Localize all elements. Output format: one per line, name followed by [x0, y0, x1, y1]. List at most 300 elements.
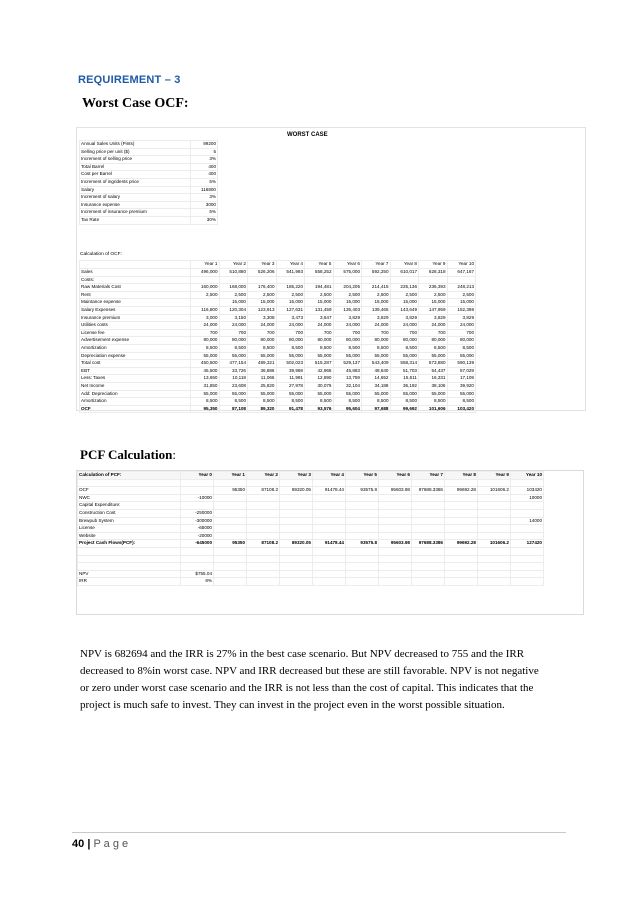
pcf-cell [478, 509, 511, 517]
ocf-cell: 24,000 [447, 322, 476, 330]
ocf-row-label: Amortization [80, 398, 191, 406]
inputs-table [79, 140, 218, 225]
pcf-cell [445, 479, 478, 487]
pcf-cell [346, 509, 379, 517]
pcf-cell [313, 547, 346, 555]
pcf-row-label: NWC [78, 494, 181, 502]
ocf-cell: 489,321 [248, 360, 277, 368]
pcf-cell [346, 547, 379, 555]
input-row [80, 194, 218, 202]
ocf-cell: 80,000 [191, 337, 220, 345]
ocf-cell: 55,000 [419, 390, 448, 398]
pcf-cell: 91478.44 [313, 487, 346, 495]
pcf-cell [412, 563, 445, 571]
pcf-cell [313, 509, 346, 517]
pcf-cell [478, 555, 511, 563]
pcf-cell: 99692.28 [445, 487, 478, 495]
pcf-row-label: Brewpub System [78, 517, 181, 525]
pcf-cell [379, 578, 412, 586]
pcf-cell [379, 517, 412, 525]
ocf-year-header: Year 8 [390, 261, 419, 269]
ocf-cell: 80,000 [305, 337, 334, 345]
ocf-cell: 31,850 [191, 382, 220, 390]
pcf-cell: -10000 [181, 494, 214, 502]
ocf-cell: 8,500 [191, 344, 220, 352]
pcf-cell [511, 570, 544, 578]
ocf-cell: 3,829 [419, 314, 448, 322]
ocf-cell: 3,829 [362, 314, 391, 322]
ocf-cell: 135,403 [333, 306, 362, 314]
ocf-cell [419, 276, 448, 284]
conclusion-text: NPV is 682694 and the IRR is 27% in the best case scenario. But NPV decreased to 755 and the IRR decreased to 8%in worst case. NPV and IRR decreased but these are still favorable. NPV is not negative or zero under worst case scenario and the IRR is not less than the cost of capital. This indicates that the project is much safe to invest. They can invest in the project even in the worst possible situation. [80, 648, 539, 711]
ocf-cell: 194,481 [305, 284, 334, 292]
ocf-cell: 95,350 [191, 405, 220, 413]
input-row [80, 201, 218, 209]
ocf-cell: 55,000 [219, 390, 248, 398]
ocf-cell: 3,150 [219, 314, 248, 322]
pcf-cell [379, 502, 412, 510]
input-row [80, 209, 218, 217]
ocf-cell: 55,000 [390, 352, 419, 360]
pcf-row [78, 509, 544, 517]
ocf-cell: 592,250 [362, 269, 391, 277]
ocf-cell: 700 [248, 329, 277, 337]
ocf-cell: 55,000 [248, 352, 277, 360]
ocf-cell: 55,000 [333, 390, 362, 398]
pcf-cell [511, 547, 544, 555]
pcf-cell [511, 555, 544, 563]
ocf-cell: 143,649 [390, 306, 419, 314]
ocf-cell: 573,880 [419, 360, 448, 368]
ocf-cell: 8,500 [248, 344, 277, 352]
ocf-cell: 8,500 [305, 344, 334, 352]
pcf-cell [181, 555, 214, 563]
pcf-cell: 95603.98 [379, 540, 412, 548]
ocf-cell: 42,965 [305, 367, 334, 375]
pcf-cell [511, 525, 544, 533]
ocf-row [80, 269, 476, 277]
pcf-year-header: Year 2 [247, 472, 280, 480]
worst-case-spreadsheet [76, 127, 586, 411]
pcf-cell: 89320.05 [280, 487, 313, 495]
pcf-cell: -300000 [181, 517, 214, 525]
pcf-cell [214, 555, 247, 563]
pcf-year-header: Year 10 [511, 472, 544, 480]
ocf-cell: 2,500 [362, 291, 391, 299]
ocf-cell: 15,000 [333, 299, 362, 307]
ocf-cell: 24,000 [362, 322, 391, 330]
ocf-cell: 24,000 [276, 322, 305, 330]
ocf-cell: 700 [276, 329, 305, 337]
pcf-cell [511, 578, 544, 586]
ocf-cell: 160,000 [191, 284, 220, 292]
pcf-cell [214, 532, 247, 540]
ocf-cell: 32,104 [333, 382, 362, 390]
ocf-cell: 80,000 [362, 337, 391, 345]
pcf-cell [313, 578, 346, 586]
requirement-heading: REQUIREMENT – 3 [78, 74, 181, 86]
pcf-cell [214, 578, 247, 586]
ocf-cell [191, 299, 220, 307]
pcf-cell [445, 555, 478, 563]
pcf-cell [214, 570, 247, 578]
pcf-cell [280, 570, 313, 578]
pcf-cell [511, 479, 544, 487]
pcf-cell: -20000 [181, 532, 214, 540]
ocf-cell: 89,320 [248, 405, 277, 413]
pcf-cell [412, 555, 445, 563]
ocf-row-label: Sales [80, 269, 191, 277]
ocf-year-header: Year 9 [419, 261, 448, 269]
input-value: 116800 [191, 186, 218, 194]
footer-divider [72, 832, 566, 833]
ocf-cell: 55,000 [390, 390, 419, 398]
pcf-cell: -65000 [181, 525, 214, 533]
ocf-cell: 2,500 [219, 291, 248, 299]
ocf-cell: 185,220 [276, 284, 305, 292]
ocf-cell: 8,500 [447, 344, 476, 352]
input-label: Annual Sales Units (Pints) [80, 141, 191, 149]
pcf-cell [181, 479, 214, 487]
pcf-cell [412, 517, 445, 525]
ocf-cell: 25,820 [248, 382, 277, 390]
input-value: 3% [191, 156, 218, 164]
pcf-row [78, 494, 544, 502]
ocf-cell: 27,978 [276, 382, 305, 390]
input-row [80, 216, 218, 224]
pcf-cell [280, 563, 313, 571]
pcf-heading [80, 447, 176, 463]
ocf-cell: 8,500 [419, 344, 448, 352]
ocf-cell: 11,991 [276, 375, 305, 383]
ocf-row-label: Net Income [80, 382, 191, 390]
ocf-cell: 15,000 [390, 299, 419, 307]
ocf-cell: 2,500 [191, 291, 220, 299]
ocf-cell: 8,500 [390, 344, 419, 352]
ocf-cell: 700 [219, 329, 248, 337]
worst-case-title: WORST CASE [287, 132, 328, 138]
pcf-cell [313, 494, 346, 502]
pcf-cell [247, 578, 280, 586]
input-label: Tax Rate [80, 216, 191, 224]
pcf-cell [346, 570, 379, 578]
ocf-cell: 8,500 [333, 398, 362, 406]
pcf-cell [478, 532, 511, 540]
pcf-cell [445, 502, 478, 510]
pcf-cell [280, 494, 313, 502]
pcf-cell: 14000 [511, 517, 544, 525]
page-footer [72, 838, 128, 850]
ocf-cell: 80,000 [276, 337, 305, 345]
pcf-cell [412, 502, 445, 510]
ocf-cell: 477,154 [219, 360, 248, 368]
ocf-year-header: Year 10 [447, 261, 476, 269]
pcf-row-label: IRR [78, 578, 181, 586]
ocf-row-label: Utilities costs [80, 322, 191, 330]
pcf-cell [445, 517, 478, 525]
ocf-cell: 55,000 [419, 352, 448, 360]
ocf-cell: 80,000 [390, 337, 419, 345]
ocf-cell: 55,000 [276, 352, 305, 360]
pcf-row-label: License [78, 525, 181, 533]
ocf-cell: 700 [419, 329, 448, 337]
ocf-cell: 33,726 [219, 367, 248, 375]
ocf-cell: 34,188 [362, 382, 391, 390]
input-value: 30% [191, 216, 218, 224]
pcf-cell [346, 555, 379, 563]
ocf-cell: 575,000 [333, 269, 362, 277]
input-value: 5% [191, 209, 218, 217]
pcf-cell [247, 502, 280, 510]
pcf-cell [346, 563, 379, 571]
ocf-cell: 502,023 [276, 360, 305, 368]
ocf-cell: 8,500 [248, 398, 277, 406]
ocf-cell: 558,314 [390, 360, 419, 368]
pcf-cell [478, 563, 511, 571]
ocf-cell: 139,465 [362, 306, 391, 314]
ocf-cell: 3,000 [191, 314, 220, 322]
ocf-cell: 3,308 [248, 314, 277, 322]
ocf-cell: 647,167 [447, 269, 476, 277]
pcf-table [77, 471, 544, 586]
pcf-year-header: Year 3 [280, 472, 313, 480]
input-row [80, 178, 218, 186]
ocf-cell: 24,000 [390, 322, 419, 330]
page-number: 40 [72, 838, 85, 850]
pcf-cell [280, 479, 313, 487]
ocf-row-label: OCF [80, 405, 191, 413]
pcf-cell: $755.04 [181, 570, 214, 578]
ocf-cell: 590,139 [447, 360, 476, 368]
ocf-cell: 55,000 [447, 352, 476, 360]
ocf-cell: 15,000 [276, 299, 305, 307]
input-label: Cost per Barrel [80, 171, 191, 179]
ocf-row-label: Raw Materials Cost [80, 284, 191, 292]
pcf-cell [313, 479, 346, 487]
pcf-cell [346, 578, 379, 586]
ocf-cell: 526,206 [248, 269, 277, 277]
ocf-cell: 15,000 [447, 299, 476, 307]
pcf-cell: -250000 [181, 509, 214, 517]
pcf-row [78, 525, 544, 533]
ocf-row-label: Rent [80, 291, 191, 299]
pcf-row [78, 547, 544, 555]
ocf-cell: 55,000 [447, 390, 476, 398]
ocf-cell: 628,318 [419, 269, 448, 277]
ocf-row-label: Salary Expenses [80, 306, 191, 314]
ocf-cell: 17,109 [447, 375, 476, 383]
ocf-cell: 15,000 [362, 299, 391, 307]
ocf-row-label: Insurance premium [80, 314, 191, 322]
pcf-cell [214, 517, 247, 525]
pcf-cell [247, 517, 280, 525]
pcf-cell [214, 509, 247, 517]
pcf-title: Calculation of PCF: [78, 472, 181, 480]
pcf-cell [379, 555, 412, 563]
pcf-cell [511, 532, 544, 540]
ocf-cell: 236,393 [419, 284, 448, 292]
pcf-cell [478, 502, 511, 510]
input-label: Salary [80, 186, 191, 194]
pcf-title-row [78, 472, 544, 480]
pcf-cell: 10000 [511, 494, 544, 502]
pcf-cell: 99692.28 [445, 540, 478, 548]
ocf-cell [248, 276, 277, 284]
pcf-cell: 93575.8 [346, 487, 379, 495]
pcf-cell [214, 525, 247, 533]
pcf-cell [379, 570, 412, 578]
pcf-cell [280, 509, 313, 517]
ocf-cell: 80,000 [333, 337, 362, 345]
pcf-cell [379, 525, 412, 533]
ocf-cell: 8,500 [447, 398, 476, 406]
pcf-row [78, 578, 544, 586]
ocf-year-header: Year 5 [305, 261, 334, 269]
pcf-year-header: Year 4 [313, 472, 346, 480]
ocf-cell: 123,913 [248, 306, 277, 314]
pcf-cell: 97688.3386 [412, 487, 445, 495]
ocf-row [80, 352, 476, 360]
input-value: 3% [191, 194, 218, 202]
pcf-cell: 8% [181, 578, 214, 586]
ocf-year-header: Year 4 [276, 261, 305, 269]
pcf-cell [511, 509, 544, 517]
pcf-cell [280, 525, 313, 533]
pcf-cell [379, 509, 412, 517]
pcf-cell [247, 532, 280, 540]
ocf-cell [191, 276, 220, 284]
pcf-row-label: OCF [78, 487, 181, 495]
pcf-row-label [78, 547, 181, 555]
ocf-year-header: Year 6 [333, 261, 362, 269]
pcf-cell [280, 517, 313, 525]
input-row [80, 148, 218, 156]
ocf-cell: 147,959 [419, 306, 448, 314]
pcf-cell [280, 502, 313, 510]
input-label: Increment of salary [80, 194, 191, 202]
ocf-cell: 36,192 [390, 382, 419, 390]
pcf-row-label [78, 479, 181, 487]
input-value: 5 [191, 148, 218, 156]
ocf-cell: 13,650 [191, 375, 220, 383]
ocf-cell [276, 276, 305, 284]
ocf-cell: 541,993 [276, 269, 305, 277]
ocf-calc-label: Calculation of OCF: [80, 252, 122, 257]
ocf-cell: 103,420 [447, 405, 476, 413]
ocf-row [80, 299, 476, 307]
ocf-row [80, 405, 476, 413]
pcf-cell [313, 502, 346, 510]
pcf-cell [214, 479, 247, 487]
ocf-cell: 8,500 [362, 344, 391, 352]
ocf-row-label: Add: Depreciation [80, 390, 191, 398]
ocf-cell: 55,000 [305, 390, 334, 398]
ocf-cell: 2,500 [333, 291, 362, 299]
ocf-row-label: Depreciation expense [80, 352, 191, 360]
pcf-cell: 93575.8 [346, 540, 379, 548]
ocf-cell [447, 276, 476, 284]
pcf-cell [478, 578, 511, 586]
ocf-cell: 13,759 [333, 375, 362, 383]
conclusion-paragraph [80, 646, 550, 714]
pcf-cell [511, 502, 544, 510]
ocf-cell: 700 [362, 329, 391, 337]
input-row [80, 171, 218, 179]
ocf-cell: 543,409 [362, 360, 391, 368]
pcf-cell [445, 509, 478, 517]
input-label: Increment of ingridents price [80, 178, 191, 186]
ocf-header-blank [80, 261, 191, 269]
ocf-row-label: Total cost [80, 360, 191, 368]
ocf-row [80, 322, 476, 330]
pcf-cell [412, 532, 445, 540]
pcf-cell: 87108.2 [247, 487, 280, 495]
pcf-cell [412, 570, 445, 578]
ocf-cell: 10,118 [219, 375, 248, 383]
ocf-cell: 97,688 [362, 405, 391, 413]
ocf-row [80, 306, 476, 314]
ocf-cell: 45,863 [333, 367, 362, 375]
ocf-cell: 2,500 [447, 291, 476, 299]
ocf-cell [305, 276, 334, 284]
ocf-cell: 558,252 [305, 269, 334, 277]
pcf-row-label: Capital Expenditure: [78, 502, 181, 510]
ocf-cell: 95,604 [333, 405, 362, 413]
pcf-cell [445, 532, 478, 540]
pcf-cell [247, 570, 280, 578]
pcf-cell: 97688.3386 [412, 540, 445, 548]
ocf-year-header: Year 3 [248, 261, 277, 269]
pcf-cell [313, 555, 346, 563]
pcf-cell [247, 563, 280, 571]
pcf-cell [412, 509, 445, 517]
pcf-cell [247, 547, 280, 555]
ocf-cell: 55,000 [276, 390, 305, 398]
pcf-cell: 101606.2 [478, 540, 511, 548]
pcf-cell [379, 563, 412, 571]
pcf-cell [478, 547, 511, 555]
ocf-table [79, 260, 476, 413]
pcf-cell [313, 525, 346, 533]
pcf-cell [478, 525, 511, 533]
ocf-row-label: License fee [80, 329, 191, 337]
ocf-cell [362, 276, 391, 284]
ocf-cell: 8,500 [390, 398, 419, 406]
pcf-cell [379, 547, 412, 555]
ocf-cell: 8,500 [276, 398, 305, 406]
ocf-cell: 55,000 [191, 352, 220, 360]
pcf-cell: 87108.2 [247, 540, 280, 548]
pcf-row-label: NPV [78, 570, 181, 578]
ocf-year-header: Year 1 [191, 261, 220, 269]
input-value: 400 [191, 171, 218, 179]
ocf-row [80, 360, 476, 368]
ocf-cell: 55,000 [362, 390, 391, 398]
ocf-cell: 45,500 [191, 367, 220, 375]
pcf-cell [379, 532, 412, 540]
ocf-cell: 8,500 [219, 398, 248, 406]
ocf-row-label: Maintance expense [80, 299, 191, 307]
ocf-row-label: EBT [80, 367, 191, 375]
input-value: 5% [191, 178, 218, 186]
pcf-cell [313, 563, 346, 571]
ocf-cell: 80,000 [447, 337, 476, 345]
ocf-cell: 24,000 [305, 322, 334, 330]
ocf-cell: 2,500 [248, 291, 277, 299]
input-row [80, 141, 218, 149]
ocf-cell: 24,000 [219, 322, 248, 330]
pcf-cell [412, 479, 445, 487]
